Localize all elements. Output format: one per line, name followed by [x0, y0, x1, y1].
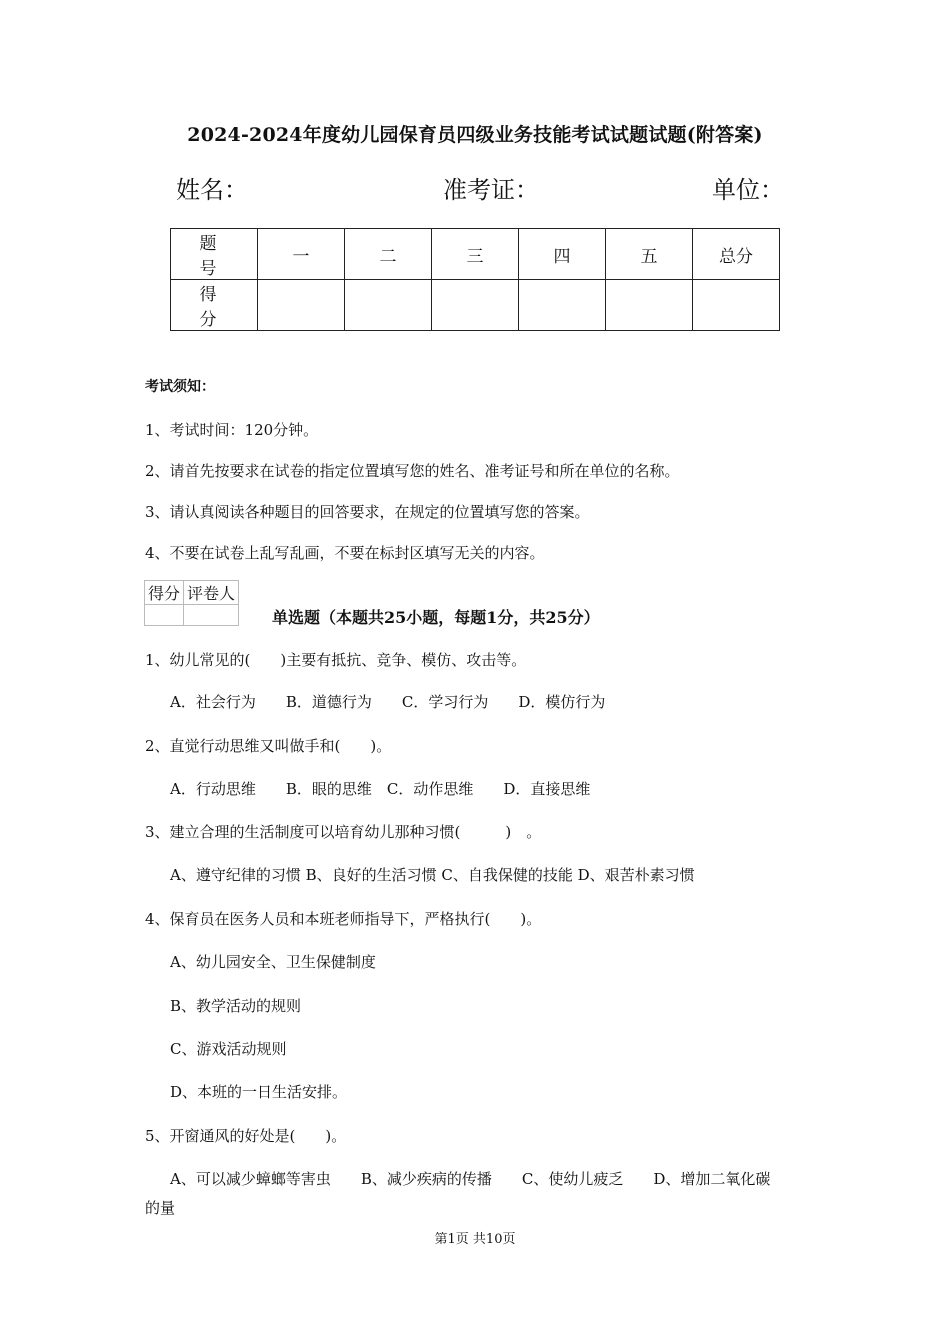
question-options: A、遵守纪律的习惯 B、良好的生活习惯 C、自我保健的技能 D、艰苦朴素习惯: [170, 866, 695, 884]
score-table-header-label: 题 号: [171, 229, 258, 280]
name-field-label: 姓名：: [176, 176, 248, 204]
score-table: [170, 228, 780, 331]
score-cell-1[interactable]: [258, 280, 345, 331]
exam-title: 2024-2024年度幼儿园保育员四级业务技能考试试题试题(附答案): [187, 124, 763, 146]
grader-score-label: 得分: [145, 581, 184, 605]
grader-box: [144, 580, 239, 626]
exam-id-field-label: 准考证：: [443, 176, 539, 204]
score-table-header-row: [171, 229, 780, 280]
question-option: A、幼儿园安全、卫生保健制度: [170, 953, 376, 971]
notice-item: 4、不要在试卷上乱写乱画，不要在标封区填写无关的内容。: [145, 544, 545, 562]
question-stem: 1、幼儿常见的( )主要有抵抗、竞争、模仿、攻击等。: [145, 651, 527, 669]
unit-field-label: 单位：: [712, 176, 784, 204]
grader-name-label: 评卷人: [184, 581, 239, 605]
notice-item: 1、考试时间：120分钟。: [145, 421, 319, 439]
page-footer: 第1页 共10页: [434, 1232, 516, 1247]
score-cell-5[interactable]: [606, 280, 693, 331]
question-option: B、教学活动的规则: [170, 997, 302, 1015]
score-table-col-4: 四: [519, 229, 606, 280]
question-stem: 5、开窗通风的好处是( )。: [145, 1127, 347, 1145]
score-table-score-label: 得 分: [171, 280, 258, 331]
score-table-col-total: 总分: [693, 229, 780, 280]
question-option: C、游戏活动规则: [170, 1040, 287, 1058]
score-cell-2[interactable]: [345, 280, 432, 331]
grader-name-cell[interactable]: [184, 605, 239, 626]
notice-item: 3、请认真阅读各种题目的回答要求，在规定的位置填写您的答案。: [145, 503, 590, 521]
section-title: 单选题（本题共25小题，每题1分，共25分）: [272, 608, 600, 627]
score-cell-4[interactable]: [519, 280, 606, 331]
question-options: A．社会行为 B．道德行为 C．学习行为 D．模仿行为: [170, 693, 606, 711]
score-table-col-1: 一: [258, 229, 345, 280]
score-table-col-2: 二: [345, 229, 432, 280]
question-option: D、本班的一日生活安排。: [170, 1083, 348, 1101]
score-table-col-3: 三: [432, 229, 519, 280]
notice-item: 2、请首先按要求在试卷的指定位置填写您的姓名、准考证号和所在单位的名称。: [145, 462, 680, 480]
question-stem: 2、直觉行动思维又叫做手和( )。: [145, 737, 392, 755]
grader-score-cell[interactable]: [145, 605, 184, 626]
score-table-score-row: [171, 280, 780, 331]
question-options-continued: 的量: [145, 1199, 176, 1217]
question-stem: 4、保育员在医务人员和本班老师指导下，严格执行( )。: [145, 910, 542, 928]
question-options: A．行动思维 B．眼的思维 C．动作思维 D．直接思维: [170, 780, 591, 798]
score-table-col-5: 五: [606, 229, 693, 280]
score-cell-total[interactable]: [693, 280, 780, 331]
question-stem: 3、建立合理的生活制度可以培育幼儿那种习惯( ) 。: [145, 823, 542, 841]
question-options: A、可以减少蟑螂等害虫 B、减少疾病的传播 C、使幼儿疲乏 D、增加二氧化碳: [170, 1170, 771, 1188]
score-cell-3[interactable]: [432, 280, 519, 331]
notice-heading: 考试须知：: [145, 379, 215, 395]
